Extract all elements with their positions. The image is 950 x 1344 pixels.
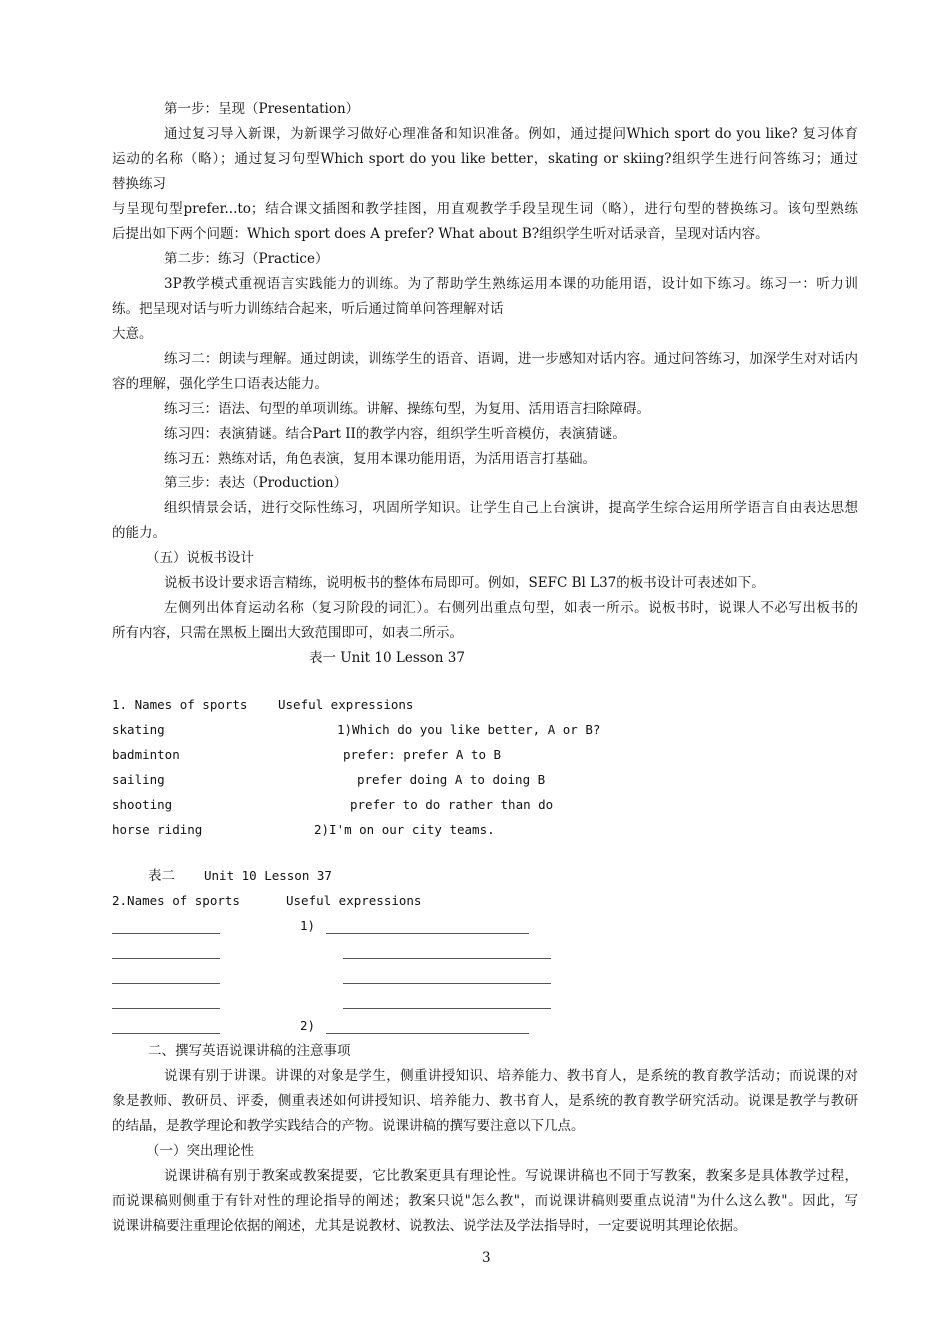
paragraph-line: 说课讲稿有别于教案或教案提要，它比教案更具有理论性。写说课讲稿也不同于写教案，教案多是具体教学过程， — [164, 1168, 858, 1184]
paragraph-line: 说板书设计要求语言精练，说明板书的整体布局即可。例如，SEFC Bl L37的板书设计可表述如下。 — [164, 575, 765, 591]
table1-caption: 表一 Unit 10 Lesson 37 — [309, 650, 465, 666]
paragraph-line: 练习四：表演猜谜。结合Part II的教学内容，组织学生听音模仿，表演猜谜。 — [164, 426, 626, 442]
table1-head-left: 1. Names of sports — [112, 697, 248, 712]
paragraph-line: 象是教师、教研员、评委，侧重表述如何讲授知识、培养能力、教书育人，是系统的教育教学研究活动。说课是教学与教研 — [112, 1093, 858, 1109]
paragraph-line: 的结晶，是教学理论和教学实践结合的产物。说课讲稿的撰写要注意以下几点。 — [112, 1118, 585, 1134]
section-heading: 二、撰写英语说课讲稿的注意事项 — [148, 1043, 351, 1059]
step1-heading: 第一步：呈现（Presentation） — [164, 101, 360, 117]
table2-caption-title: Unit 10 Lesson 37 — [204, 868, 332, 883]
paragraph-line: 左侧列出体育运动名称（复习阶段的词汇）。右侧列出重点句型，如表一所示。说板书时，说课人不必写出板书的 — [164, 600, 858, 616]
table1-sport: skating — [112, 722, 165, 737]
paragraph-line: 说课有别于讲课。讲课的对象是学生，侧重讲授知识、培养能力、教书育人，是系统的教育教学活动；而说课的对 — [164, 1068, 858, 1084]
section-heading: （五）说板书设计 — [146, 550, 254, 566]
blank-line — [112, 1008, 220, 1009]
blank-line — [326, 1033, 529, 1034]
blank-line — [343, 1008, 551, 1009]
paragraph-line: 而说课稿则侧重于有针对性的理论指导的阐述；教案只说"怎么教"，而说课讲稿则要重点说清"为什么这么教"。因此，写 — [112, 1193, 858, 1209]
page-number: 3 — [482, 1250, 491, 1266]
table1-sport: horse riding — [112, 822, 203, 837]
blank-line — [343, 983, 551, 984]
step3-heading: 第三步：表达（Production） — [164, 475, 348, 491]
paragraph-line: 容的理解，强化学生口语表达能力。 — [112, 376, 328, 392]
table2-caption-label: 表二 — [148, 868, 175, 884]
blank-line — [326, 933, 529, 934]
table2-marker: 1) — [300, 918, 316, 933]
paragraph-line: 的能力。 — [112, 525, 166, 541]
paragraph-line: 替换练习 — [112, 176, 166, 192]
blank-line — [112, 983, 220, 984]
table1-expression: prefer doing A to doing B — [357, 772, 546, 787]
paragraph-line: 3P教学模式重视语言实践能力的训练。为了帮助学生熟练运用本课的功能用语，设计如下练习。练习一：听力训 — [164, 276, 858, 292]
paragraph-line: 通过复习导入新课，为新课学习做好心理准备和知识准备。例如，通过提问Which sport do you like? 复习体育 — [164, 126, 858, 142]
table2-head-right: Useful expressions — [286, 893, 422, 908]
blank-line — [112, 1033, 220, 1034]
blank-line — [343, 958, 551, 959]
table1-expression: 1)Which do you like better, A or B? — [337, 722, 601, 737]
paragraph-line: 后提出如下两个问题：Which sport does A prefer? What about B?组织学生听对话录音，呈现对话内容。 — [112, 226, 769, 242]
table1-head-right: Useful expressions — [278, 697, 414, 712]
paragraph-line: 练。把呈现对话与听力训练结合起来，听后通过简单问答理解对话 — [112, 301, 504, 317]
table1-expression: prefer: prefer A to B — [343, 747, 502, 762]
table2-marker: 2) — [300, 1018, 316, 1033]
paragraph-line: 运动的名称（略）；通过复习句型Which sport do you like better，skating or skiing?组织学生进行问答练习；通过 — [112, 151, 858, 167]
paragraph-line: 与呈现句型prefer...to；结合课文插图和教学挂图，用直观教学手段呈现生词（略），进行句型的替换练习。该句型熟练 — [112, 201, 858, 217]
paragraph-line: 大意。 — [112, 326, 153, 342]
table1-sport: shooting — [112, 797, 173, 812]
paragraph-line: 练习三：语法、句型的单项训练。讲解、操练句型，为复用、活用语言扫除障碍。 — [164, 401, 650, 417]
table2-head-left: 2.Names of sports — [112, 893, 240, 908]
step2-heading: 第二步：练习（Practice） — [164, 251, 329, 267]
section-heading: （一）突出理论性 — [146, 1143, 254, 1159]
table1-sport: badminton — [112, 747, 180, 762]
blank-line — [112, 933, 220, 934]
table1-sport: sailing — [112, 772, 165, 787]
blank-line — [112, 958, 220, 959]
table1-expression: 2)I'm on our city teams. — [314, 822, 495, 837]
paragraph-line: 说课讲稿要注重理论依据的阐述，尤其是说教材、说教法、说学法及学法指导时，一定要说明其理论依据。 — [112, 1218, 747, 1234]
paragraph-line: 练习二：朗读与理解。通过朗读，训练学生的语音、语调，进一步感知对话内容。通过问答练习，加深学生对对话内 — [164, 351, 858, 367]
table1-expression: prefer to do rather than do — [350, 797, 554, 812]
paragraph-line: 练习五：熟练对话，角色表演，复用本课功能用语，为活用语言打基础。 — [164, 451, 596, 467]
paragraph-line: 所有内容，只需在黑板上圈出大致范围即可，如表二所示。 — [112, 625, 463, 641]
paragraph-line: 组织情景会话，进行交际性练习，巩固所学知识。让学生自己上台演讲，提高学生综合运用所学语言自由表达思想 — [164, 500, 858, 516]
